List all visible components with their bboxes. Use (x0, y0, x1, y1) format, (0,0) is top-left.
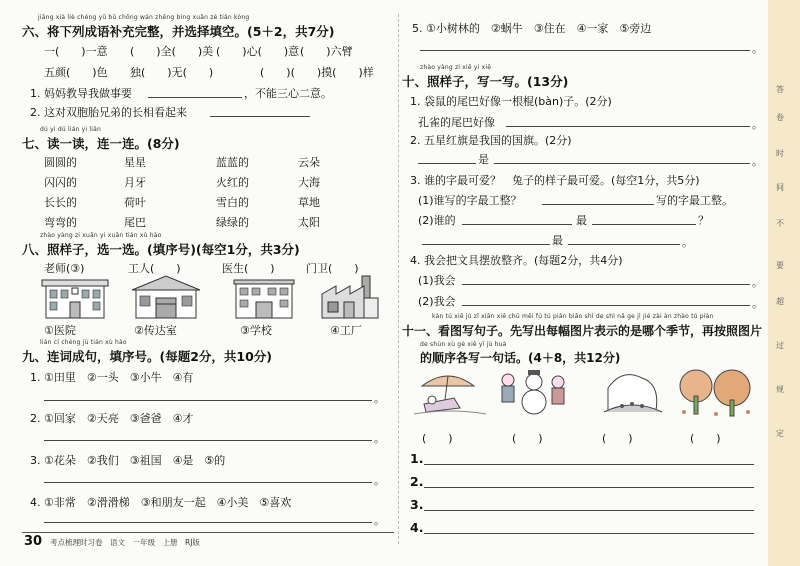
s9-q1: 1. ①田里 ②一头 ③小牛 ④有 (30, 371, 194, 384)
s8-label-guardroom: ②传达室 (134, 324, 177, 337)
s10-q4a: (1)我会 (418, 274, 456, 287)
s9-q3-period: 。 (374, 474, 385, 487)
s7-c2-3[interactable]: 荷叶 (124, 196, 146, 209)
s10-q3: 3. 谁的字最可爱？ 兔子的样子最可爱。(每空1分，共5分) (410, 174, 700, 187)
summer-beach-illustration (414, 368, 486, 416)
s7-c3-2[interactable]: 火红的 (216, 176, 249, 189)
s7-c4-1[interactable]: 云朵 (298, 156, 320, 169)
s7-c4-2[interactable]: 大海 (298, 176, 320, 189)
s10-q2: 2. 五星红旗是我国的国旗。(2分) (410, 134, 572, 147)
page-number: 30 (24, 534, 43, 549)
s10-q1-answer-line[interactable] (506, 126, 750, 127)
s7-c1-1[interactable]: 圆圆的 (44, 156, 77, 169)
s9-q5-answer-line[interactable] (420, 50, 750, 51)
s8-blank-2[interactable]: 工人( ) (128, 262, 181, 275)
s11-answer-line-1[interactable] (424, 464, 754, 465)
s10-q4b-answer-line[interactable] (462, 305, 750, 306)
s11-num-1: 1. (410, 451, 424, 466)
side-mark-10: 定 (776, 429, 784, 438)
s9-q4: 4. ①非常 ②滑滑梯 ③和朋友一起 ④小美 ⑤喜欢 (30, 496, 292, 509)
s9-title: 九、连词成句，填序号。(每题2分，共10分) (22, 349, 273, 364)
s7-c1-4[interactable]: 弯弯的 (44, 216, 77, 229)
s6-q1-end: ，不能三心二意。 (244, 87, 332, 100)
s11-title-line1: 十一、看图写句子。先写出每幅图片表示的是哪个季节，再按照图片 (402, 324, 763, 338)
winter-snowman-illustration (494, 366, 570, 418)
s11-paren-3[interactable]: ( ) (602, 432, 633, 445)
guard-room-illustration (128, 274, 204, 320)
s6-idiom-6: 独( )无( ) (130, 66, 214, 79)
s10-q3c-period: 。 (682, 236, 693, 249)
side-mark-8: 过 (776, 341, 784, 350)
s11-answer-line-4[interactable] (424, 533, 754, 534)
s10-q1-example: 孔雀的尾巴好像 (418, 116, 495, 129)
s10-q3a: (1)谁写的字最工整？ (418, 194, 522, 207)
s10-q1-period: 。 (752, 118, 763, 131)
s8-pinyin: zhào yàng zi xuǎn yi xuǎn tián xù hào (40, 232, 162, 239)
s10-q3b-answer-line-b[interactable] (592, 224, 696, 225)
s6-idiom-5: 五颜( )色 (44, 66, 108, 79)
s8-blank-1[interactable]: 老师(③) (44, 262, 85, 275)
side-mark-9: 规 (776, 385, 784, 394)
side-mark-1: 答 (776, 85, 784, 94)
s7-c1-2[interactable]: 闪闪的 (44, 176, 77, 189)
s11-paren-2[interactable]: ( ) (512, 432, 543, 445)
s9-pinyin: lián cí chéng jù tián xù hào (40, 339, 127, 346)
s7-pinyin: dú yi dú lián yi lián (40, 126, 102, 133)
s6-idiom-1: 一( )一意 (44, 45, 108, 58)
s7-c2-2[interactable]: 月牙 (124, 176, 146, 189)
s6-idiom-4: ( )六臂 (300, 45, 353, 58)
s9-q3: 3. ①花朵 ②我们 ③祖国 ④是 ⑤的 (30, 454, 226, 467)
s10-q2-period: 。 (752, 155, 763, 168)
s10-q2-answer-line-a[interactable] (418, 163, 476, 164)
s6-idiom-2: ( )全( )美 (130, 45, 214, 58)
s11-num-3: 3. (410, 497, 424, 512)
s10-q2-answer-line-b[interactable] (494, 163, 750, 164)
footer-text: 考点梳理时习卷 语文 一年级 上册 RJ版 (50, 538, 200, 547)
s8-label-school: ③学校 (240, 324, 272, 337)
s10-q3b-answer-line-a[interactable] (462, 224, 572, 225)
s10-q1: 1. 袋鼠的尾巴好像一根棍(bàn)子。(2分) (410, 95, 612, 108)
s10-q3a-end: 写的字最工整。 (656, 194, 733, 207)
s11-paren-1[interactable]: ( ) (422, 432, 453, 445)
s7-c3-4[interactable]: 绿绿的 (216, 216, 249, 229)
s11-answer-line-3[interactable] (424, 510, 754, 511)
s7-c4-3[interactable]: 草地 (298, 196, 320, 209)
s10-q4a-period: 。 (752, 276, 763, 289)
s9-q1-period: 。 (374, 392, 385, 405)
s10-q2-example: 是 (478, 153, 489, 166)
s7-c3-3[interactable]: 雪白的 (216, 196, 249, 209)
s8-blank-3[interactable]: 医生( ) (222, 262, 275, 275)
s6-idiom-7: ( )( )摸( )样 (260, 66, 374, 79)
s10-pinyin: zhào yàng zi xiě yi xiě (420, 64, 492, 71)
s7-c4-4[interactable]: 太阳 (298, 216, 320, 229)
s9-q4-answer-line[interactable] (44, 522, 372, 523)
s11-paren-4[interactable]: ( ) (690, 432, 721, 445)
s9-q2-answer-line[interactable] (44, 440, 372, 441)
s6-q1-answer-line[interactable] (148, 97, 242, 98)
s6-pinyin: jiāng xià liè chéng yǔ bǔ chōng wán zhěng bìng xuǎn zé tián kòng (38, 14, 250, 21)
s10-q4a-answer-line[interactable] (462, 284, 750, 285)
s10-q3c-answer-line-b[interactable] (568, 244, 680, 245)
spring-tree-illustration (602, 368, 664, 416)
s7-c2-4[interactable]: 尾巴 (124, 216, 146, 229)
s10-q3b-mid: 最 (576, 214, 587, 227)
s7-title: 七、读一读，连一连。(8分) (22, 136, 180, 151)
s6-title: 六、将下列成语补充完整，并选择填空。(5＋2，共7分) (22, 24, 335, 39)
hospital-illustration (40, 276, 110, 320)
school-illustration (232, 276, 296, 320)
s10-q4b: (2)我会 (418, 295, 456, 308)
side-mark-6: 要 (776, 261, 784, 270)
s6-q1-start: 1. 妈妈教导我做事要 (30, 87, 132, 100)
factory-illustration (318, 274, 382, 320)
s10-q3c-answer-line-a[interactable] (422, 244, 550, 245)
s11-pinyin: kàn tú xiě jù zǐ xiān xiě chū měi fú tú piàn biǎo shì de shì nǎ ge jì jié zài àn zhào tú piàn (432, 313, 714, 320)
s9-q2-period: 。 (374, 432, 385, 445)
autumn-trees-illustration (676, 366, 756, 418)
column-divider (398, 14, 399, 544)
s10-q4b-period: 。 (752, 297, 763, 310)
side-mark-7: 超 (776, 297, 784, 306)
s11-num-4: 4. (410, 520, 424, 535)
s7-c1-3[interactable]: 长长的 (44, 196, 77, 209)
s10-q3b-qmark: ？ (698, 214, 709, 227)
s11-num-2: 2. (410, 474, 424, 489)
binding-margin (768, 0, 800, 566)
s9-q5: 5. ①小树林的 ②蜗牛 ③住在 ④一家 ⑤旁边 (412, 22, 652, 35)
side-mark-4: 间 (776, 183, 784, 192)
s9-q1-answer-line[interactable] (44, 400, 372, 401)
s11-pinyin-2: de shùn xù gè xiě yī jù huà (420, 341, 507, 348)
s8-label-hospital: ①医院 (44, 324, 76, 337)
s6-q2: 2. 这对双胞胎兄弟的长相看起来 (30, 106, 187, 119)
s6-idiom-3: ( )心( )意 (216, 45, 300, 58)
s7-c3-1[interactable]: 蓝蓝的 (216, 156, 249, 169)
s8-label-factory: ④工厂 (330, 324, 362, 337)
s9-q3-answer-line[interactable] (44, 482, 372, 483)
s10-title: 十、照样子，写一写。(13分) (402, 74, 569, 89)
s10-q4: 4. 我会把文具摆放整齐。(每题2分，共4分) (410, 254, 623, 267)
s11-answer-line-2[interactable] (424, 487, 754, 488)
footer-rule (22, 532, 394, 533)
s9-q4-period: 。 (374, 514, 385, 527)
s7-c2-1[interactable]: 星星 (124, 156, 146, 169)
s6-q2-answer-line[interactable] (210, 116, 310, 117)
side-mark-3: 时 (776, 149, 784, 158)
side-mark-2: 卷 (776, 113, 784, 122)
s9-q2: 2. ①回家 ②天亮 ③爸爸 ④才 (30, 412, 194, 425)
s10-q3a-answer-line[interactable] (542, 204, 654, 205)
s11-title-line2: 的顺序各写一句话。(4＋8，共12分) (420, 351, 621, 365)
s10-q3c-mid: 最 (552, 234, 563, 247)
s8-blank-4[interactable]: 门卫( ) (306, 262, 359, 275)
s10-q3b-start: (2)谁的 (418, 214, 456, 227)
s8-title: 八、照样子，选一选。(填序号)(每空1分，共3分) (22, 242, 300, 257)
s9-q5-period: 。 (752, 42, 763, 55)
side-mark-5: 不 (776, 219, 784, 228)
